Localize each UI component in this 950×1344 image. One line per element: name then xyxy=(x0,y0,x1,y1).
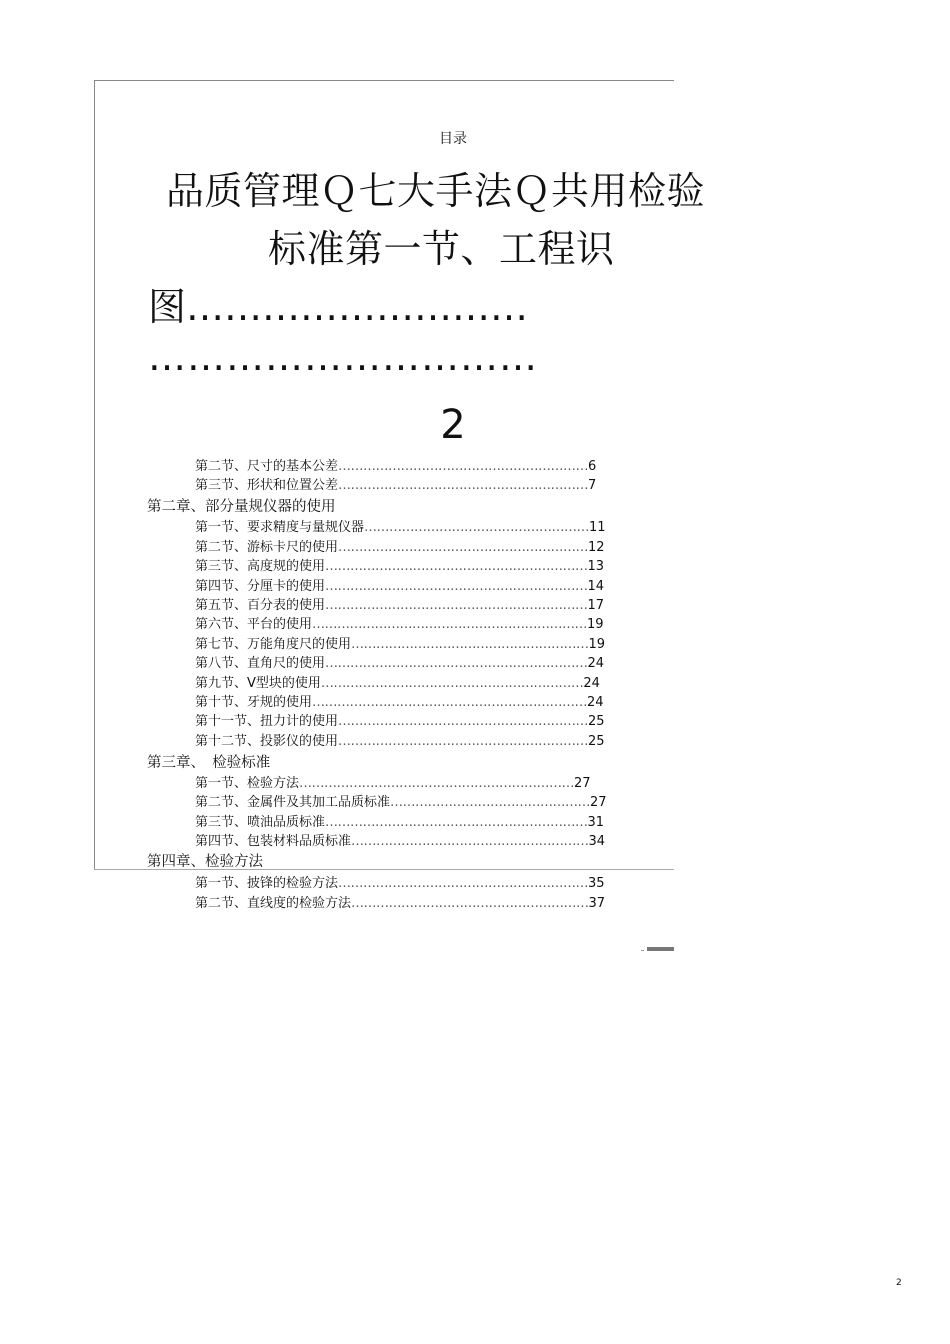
toc-entry[interactable] xyxy=(195,618,604,631)
toc-entry-page: 17 xyxy=(587,598,605,613)
toc-entry-leader: ……………………………………………………… xyxy=(325,598,588,613)
frame-left-border xyxy=(94,80,95,870)
frame-top-border xyxy=(94,80,674,81)
toc-entry-leader: ………………………………………………… xyxy=(351,637,589,652)
toc-entry-leader: ……………………………………………………… xyxy=(320,676,584,691)
toc-entry[interactable] xyxy=(195,777,591,790)
toc-entry-page: 27 xyxy=(590,795,607,810)
toc-entry-leader: …………………………………………………… xyxy=(338,459,589,474)
toc-chapter[interactable]: 第三章、 检验标准 xyxy=(147,755,271,771)
toc-entry-leader: …………………………………………………… xyxy=(338,876,589,891)
toc-entry-page: 25 xyxy=(588,734,605,749)
toc-entry[interactable] xyxy=(195,541,605,554)
toc-entry-page: 24 xyxy=(583,676,600,691)
toc-entry-leader: ………………………………………………………… xyxy=(299,776,575,791)
toc-entry-leader: ……………………………………………………… xyxy=(325,656,588,671)
toc-entry[interactable] xyxy=(195,735,605,748)
toc-entry[interactable] xyxy=(195,479,596,492)
toc-entry-leader: …………………………………………………… xyxy=(338,478,589,493)
toc-entry[interactable] xyxy=(195,816,604,829)
toc-entry-title: 第十二节、投影仪的使用 xyxy=(195,734,339,749)
toc-entry-page: 31 xyxy=(587,815,605,830)
toc-entry-page: 24 xyxy=(587,695,604,710)
toc-entry-title: 第一节、检验方法 xyxy=(195,776,300,791)
toc-entry[interactable] xyxy=(195,835,605,848)
toc-entry-title: 第三节、形状和位置公差 xyxy=(195,478,339,493)
title-line-3-leader: ……………………… xyxy=(186,285,529,329)
toc-entry-page: 11 xyxy=(589,520,606,535)
toc-entry-title: 第十节、牙规的使用 xyxy=(195,695,313,710)
toc-entry[interactable] xyxy=(195,599,604,612)
toc-entry[interactable] xyxy=(195,877,605,890)
toc-entry[interactable] xyxy=(195,796,607,809)
toc-entry-title: 第八节、直角尺的使用 xyxy=(195,656,326,671)
toc-entry[interactable] xyxy=(195,715,605,728)
toc-entry-page: 6 xyxy=(588,459,597,474)
toc-entry[interactable] xyxy=(195,521,606,534)
toc-entry-leader: ………………………………………………………… xyxy=(312,695,588,710)
toc-entry-title: 第一节、披锋的检验方法 xyxy=(195,876,339,891)
toc-entry-leader: …………………………………………………… xyxy=(338,734,589,749)
toc-entry-title: 第五节、百分表的使用 xyxy=(195,598,326,613)
toc-entry-leader: ……………………………………………… xyxy=(364,520,590,535)
title-line-3-text: 图 xyxy=(148,285,187,329)
toc-entry-title: 第二节、直线度的检验方法 xyxy=(195,896,352,911)
toc-entry-title: 第三节、喷油品质标准 xyxy=(195,815,326,830)
toc-entry-page: 13 xyxy=(587,559,605,574)
title-line-3 xyxy=(148,285,529,329)
toc-entry-page: 37 xyxy=(588,896,606,911)
toc-entry-page: 34 xyxy=(588,834,606,849)
toc-entry-title: 第九节、V型块的使用 xyxy=(195,676,321,691)
title-leader-line: ………………………… xyxy=(148,335,538,379)
toc-entry-leader: ……………………………………………………… xyxy=(325,815,588,830)
title-line-2: 标准第一节、工程识 xyxy=(268,227,615,271)
toc-entry-title: 第十一节、扭力计的使用 xyxy=(195,714,339,729)
toc-entry[interactable] xyxy=(195,638,605,651)
toc-entry-title: 第二节、尺寸的基本公差 xyxy=(195,459,339,474)
toc-entry-title: 第一节、要求精度与量规仪器 xyxy=(195,520,365,535)
toc-entry-title: 第四节、分厘卡的使用 xyxy=(195,579,326,594)
toc-entry-leader: …………………………………………………… xyxy=(338,714,589,729)
toc-entry-page: 7 xyxy=(588,478,597,493)
toc-entry[interactable] xyxy=(195,560,604,573)
toc-entry[interactable] xyxy=(195,897,605,910)
toc-entry-leader: …………………………………………………… xyxy=(338,540,589,555)
decorative-bar xyxy=(647,947,674,951)
toc-chapter[interactable]: 第二章、部分量规仪器的使用 xyxy=(147,499,336,515)
title-line-1: 品质管理Ｑ七大手法Ｑ共用检验 xyxy=(166,169,706,213)
decorative-mark xyxy=(641,950,644,951)
toc-entry-leader: ………………………………………… xyxy=(390,795,591,810)
footer-page-number: 2 xyxy=(896,1278,902,1288)
toc-entry[interactable] xyxy=(195,696,604,709)
toc-entry-leader: ……………………………………………………… xyxy=(325,579,588,594)
toc-entry[interactable] xyxy=(195,460,596,473)
toc-entry-leader: ………………………………………………… xyxy=(351,834,589,849)
toc-entry-title: 第四节、包装材料品质标准 xyxy=(195,834,352,849)
toc-entry-title: 第二节、金属件及其加工品质标准 xyxy=(195,795,391,810)
title-page-number: 2 xyxy=(440,402,466,448)
toc-entry[interactable] xyxy=(195,657,604,670)
toc-entry-title: 第三节、高度规的使用 xyxy=(195,559,326,574)
toc-entry-title: 第二节、游标卡尺的使用 xyxy=(195,540,339,555)
toc-entry-leader: ………………………………………………………… xyxy=(312,617,588,632)
toc-entry-leader: ……………………………………………………… xyxy=(325,559,588,574)
toc-entry-title: 第七节、万能角度尺的使用 xyxy=(195,637,352,652)
toc-caption: 目录 xyxy=(439,131,467,147)
toc-entry-title: 第六节、平台的使用 xyxy=(195,617,313,632)
toc-entry-page: 12 xyxy=(588,540,605,555)
toc-entry-page: 24 xyxy=(587,656,605,671)
toc-entry-page: 25 xyxy=(588,714,605,729)
toc-entry-page: 19 xyxy=(587,617,604,632)
toc-entry[interactable] xyxy=(195,677,600,690)
toc-entry-page: 35 xyxy=(588,876,605,891)
toc-entry[interactable] xyxy=(195,580,604,593)
toc-chapter[interactable]: 第四章、检验方法 xyxy=(147,854,263,870)
toc-entry-page: 19 xyxy=(588,637,606,652)
toc-entry-page: 27 xyxy=(574,776,591,791)
toc-entry-leader: ………………………………………………… xyxy=(351,896,589,911)
toc-entry-page: 14 xyxy=(587,579,605,594)
